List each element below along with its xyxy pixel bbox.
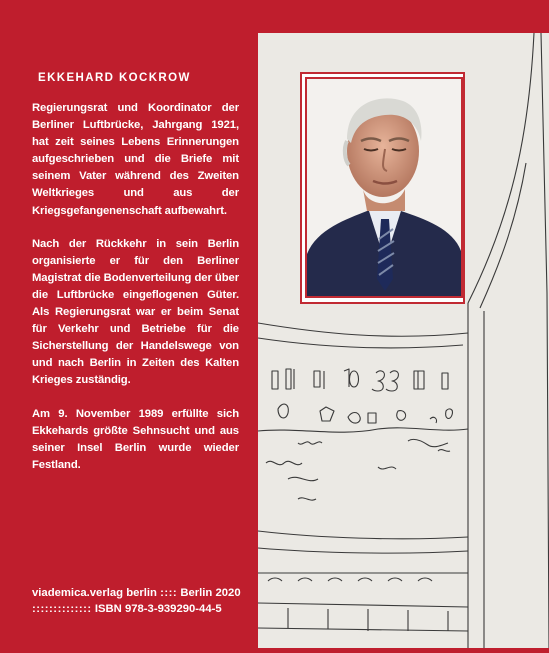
portrait-illustration [307,79,461,296]
portrait-frame [300,72,465,304]
separator: :::::::::::::: [32,603,92,615]
author-portrait [305,77,463,298]
isbn-line [32,601,247,617]
publisher-line [32,585,247,601]
bio-paragraph-3: Am 9. November 1989 erfüllte sich Ekkehards größte Sehnsucht und aus seiner Insel Berlin wurde wieder Festland. [32,407,239,471]
publisher-name: viademica.verlag berlin [32,587,157,599]
author-name: EKKEHARD KOCKROW [38,72,191,84]
publisher-footer [32,585,247,617]
bio-paragraph-2: Nach der Rückkehr in sein Berlin organisierte er für den Berliner Magistrat die Bodenverteilung der über die Luftbrücke eingeflogenen Güter. Als Regierungsrat war er beim Senat für Verkehr und Betriebe für die Sicherstellung der Handelswege von und nach Berlin in Zeiten des Kalten Krieges zuständig. [32,237,239,387]
text-column [32,72,239,490]
isbn: ISBN 978-3-939290-44-5 [94,603,222,615]
separator: :::: [160,587,178,599]
place-year: Berlin 2020 [180,587,241,599]
bio-paragraph-1: Regierungsrat und Koordinator der Berliner Luftbrücke, Jahrgang 1921, hat zeit seines Lebens Erinnerungen aufgeschrieben und die Briefe mit seinem Vater während des Zweiten Weltkrieges und aus der Kriegsgefangenenschaft aufbewahrt. [32,102,239,217]
